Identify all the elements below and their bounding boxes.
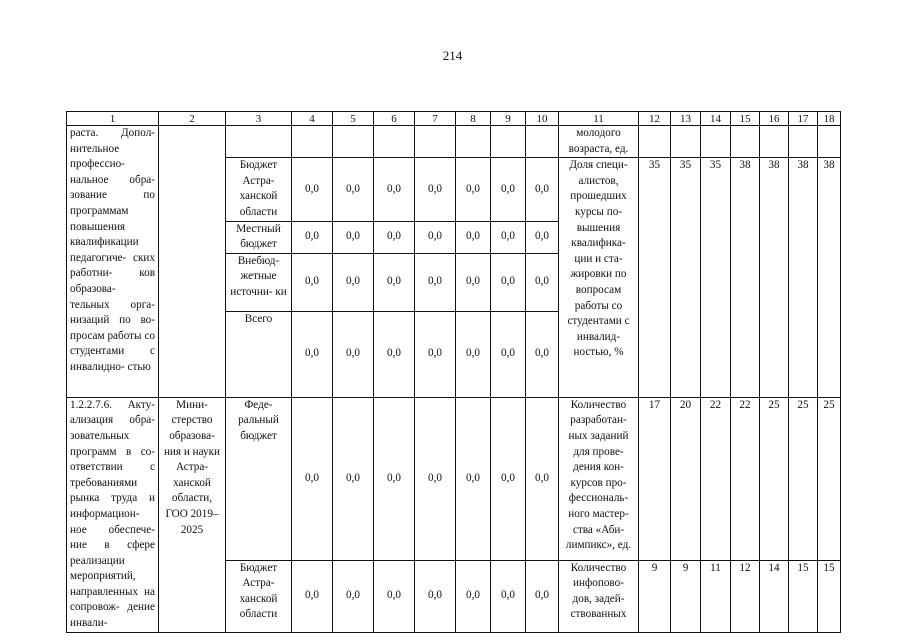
amount-cell: 0,0 [374,311,415,397]
target-cell: 38 [731,158,760,398]
amount-cell: 0,0 [374,221,415,253]
amount-cell: 0,0 [456,311,491,397]
column-number: 12 [639,112,671,126]
target-cell: 17 [639,397,671,560]
measure-description: раста. Допол- нительное профессио- нальное обра- зование по программам повышения квалификации педагогиче- ских работни- ков образова- тельных орга- низаций по во- просам работы со студентами с инвалидно- стью [67,126,159,398]
funding-source: Всего [226,311,292,397]
column-number: 5 [333,112,374,126]
indicator-cell: Количество инфопово- дов, задей- ствованных [559,560,639,632]
amount-cell: 0,0 [491,158,526,221]
amount-cell: 0,0 [491,253,526,311]
indicator-cell: Количество разработан- ных заданий для прове- дения кон- курсов про- фессиональ- ного мастер- ства «Аби- лимпикс», ед. [559,397,639,560]
indicator-cell: молодого возраста, ед. [559,126,639,158]
funding-source: Феде- ральный бюджет [226,397,292,560]
amount-cell: 0,0 [491,397,526,560]
target-cell: 38 [818,158,841,398]
amount-cell: 0,0 [526,560,559,632]
amount-cell: 0,0 [292,397,333,560]
amount-cell: 0,0 [333,221,374,253]
column-number: 9 [491,112,526,126]
amount-cell: 0,0 [491,311,526,397]
amount-cell: 0,0 [333,560,374,632]
amount-cell: 0,0 [292,158,333,221]
funding-source: Бюджет Астра- ханской области [226,560,292,632]
target-cell: 35 [701,158,731,398]
program-table-sheet [66,111,840,630]
column-number: 4 [292,112,333,126]
page-number: 214 [442,48,463,63]
program-table [66,111,841,633]
amount-cell: 0,0 [415,253,456,311]
target-cell: 38 [789,158,818,398]
amount-cell: 0,0 [374,158,415,221]
target-cell: 9 [639,560,671,632]
amount-cell: 0,0 [374,397,415,560]
table-row [67,397,841,560]
amount-cell: 0,0 [456,560,491,632]
amount-cell: 0,0 [374,560,415,632]
column-number: 2 [159,112,226,126]
amount-cell: 0,0 [456,253,491,311]
executor-cell: Мини- стерство образова- ния и науки Астра- ханской области, ГОО 2019– 2025 [159,397,226,632]
target-cell: 25 [789,397,818,560]
funding-source: Бюджет Астра- ханской области [226,158,292,221]
target-cell: 25 [760,397,789,560]
amount-cell: 0,0 [415,221,456,253]
target-cell: 22 [731,397,760,560]
amount-cell: 0,0 [456,221,491,253]
column-number: 17 [789,112,818,126]
column-number: 6 [374,112,415,126]
amount-cell: 0,0 [333,397,374,560]
column-number: 16 [760,112,789,126]
amount-cell: 0,0 [526,221,559,253]
column-number: 1 [67,112,159,126]
amount-cell: 0,0 [526,311,559,397]
amount-cell: 0,0 [491,560,526,632]
target-cell: 25 [818,397,841,560]
amount-cell: 0,0 [292,253,333,311]
column-number: 18 [818,112,841,126]
amount-cell: 0,0 [526,253,559,311]
target-cell: 35 [639,158,671,398]
amount-cell: 0,0 [526,158,559,221]
amount-cell: 0,0 [292,560,333,632]
column-number: 11 [559,112,639,126]
amount-cell: 0,0 [415,560,456,632]
amount-cell: 0,0 [333,253,374,311]
amount-cell: 0,0 [415,311,456,397]
amount-cell: 0,0 [333,311,374,397]
target-cell: 12 [731,560,760,632]
target-cell: 38 [760,158,789,398]
target-cell: 15 [818,560,841,632]
funding-source: Внебюд- жетные источни- ки [226,253,292,311]
column-number: 15 [731,112,760,126]
measure-description: 1.2.2.7.6. Акту- ализация обра- зовательных программ в со- ответствии с требованиями рынка труда и информацион- ное обеспече- ние в сфере реализации мероприятий, направленных на сопровож- дение инвали- [67,397,159,632]
indicator-cell: Доля специ- алистов, прошедших курсы по- вышения квалифика- ции и ста- жировки по вопросам работы со студентами с инвалид- ностью, % [559,158,639,398]
amount-cell: 0,0 [415,158,456,221]
target-cell: 15 [789,560,818,632]
amount-cell: 0,0 [491,221,526,253]
target-cell: 35 [671,158,701,398]
target-cell: 9 [671,560,701,632]
column-number: 13 [671,112,701,126]
table-row [67,126,841,158]
amount-cell: 0,0 [333,158,374,221]
target-cell: 22 [701,397,731,560]
column-number: 14 [701,112,731,126]
amount-cell: 0,0 [292,311,333,397]
column-number-row [67,112,841,126]
target-cell: 20 [671,397,701,560]
executor-cell [159,126,226,398]
column-number: 8 [456,112,491,126]
funding-source: Местный бюджет [226,221,292,253]
column-number: 10 [526,112,559,126]
source-cell [226,126,292,158]
target-cell: 11 [701,560,731,632]
target-cell: 14 [760,560,789,632]
amount-cell: 0,0 [456,158,491,221]
column-number: 7 [415,112,456,126]
amount-cell: 0,0 [415,397,456,560]
amount-cell: 0,0 [456,397,491,560]
column-number: 3 [226,112,292,126]
amount-cell: 0,0 [374,253,415,311]
amount-cell: 0,0 [526,397,559,560]
amount-cell: 0,0 [292,221,333,253]
